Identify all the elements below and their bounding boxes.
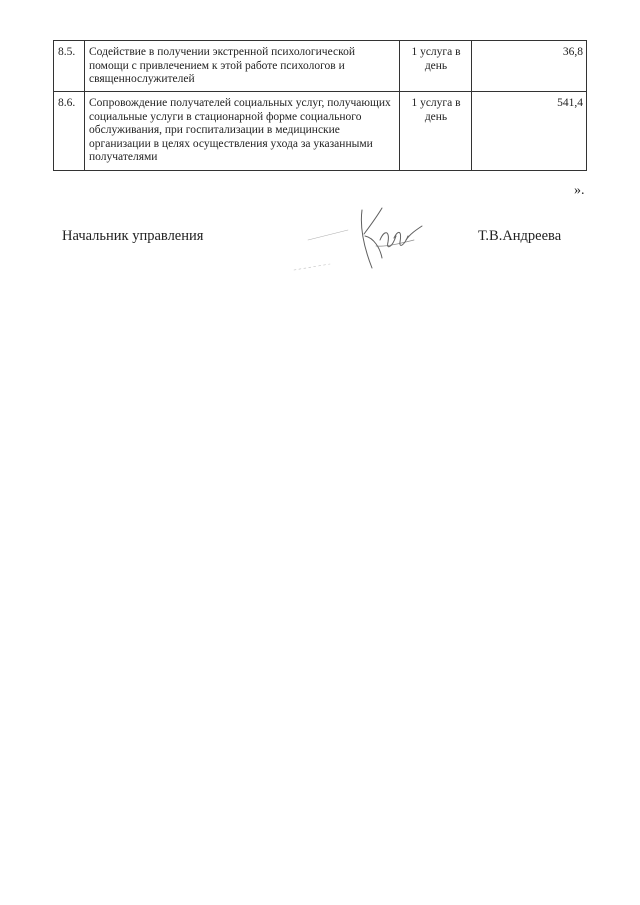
service-price: 541,4 [472, 92, 587, 171]
service-price: 36,8 [472, 41, 587, 92]
row-number: 8.5. [54, 41, 85, 92]
service-frequency: 1 услуга в день [400, 41, 472, 92]
signatory-name: Т.В.Андреева [478, 228, 562, 244]
service-frequency: 1 услуга в день [400, 92, 472, 171]
row-number: 8.6. [54, 92, 85, 171]
table-row [54, 41, 587, 92]
services-table [53, 40, 587, 171]
service-name: Содействие в получении экстренной психологической помощи с привлечением к этой работе психологов и священнослужителей [85, 41, 400, 92]
closing-quote: ». [574, 183, 585, 198]
service-name: Сопровождение получателей социальных услуг, получающих социальные услуги в стационарной форме социального обслуживания, при госпитализации в медицинские организации в целях осуществления ухода за указанными получателями [85, 92, 400, 171]
handwritten-signature [290, 200, 430, 280]
signatory-title: Начальник управления [62, 228, 204, 244]
table-row [54, 92, 587, 171]
